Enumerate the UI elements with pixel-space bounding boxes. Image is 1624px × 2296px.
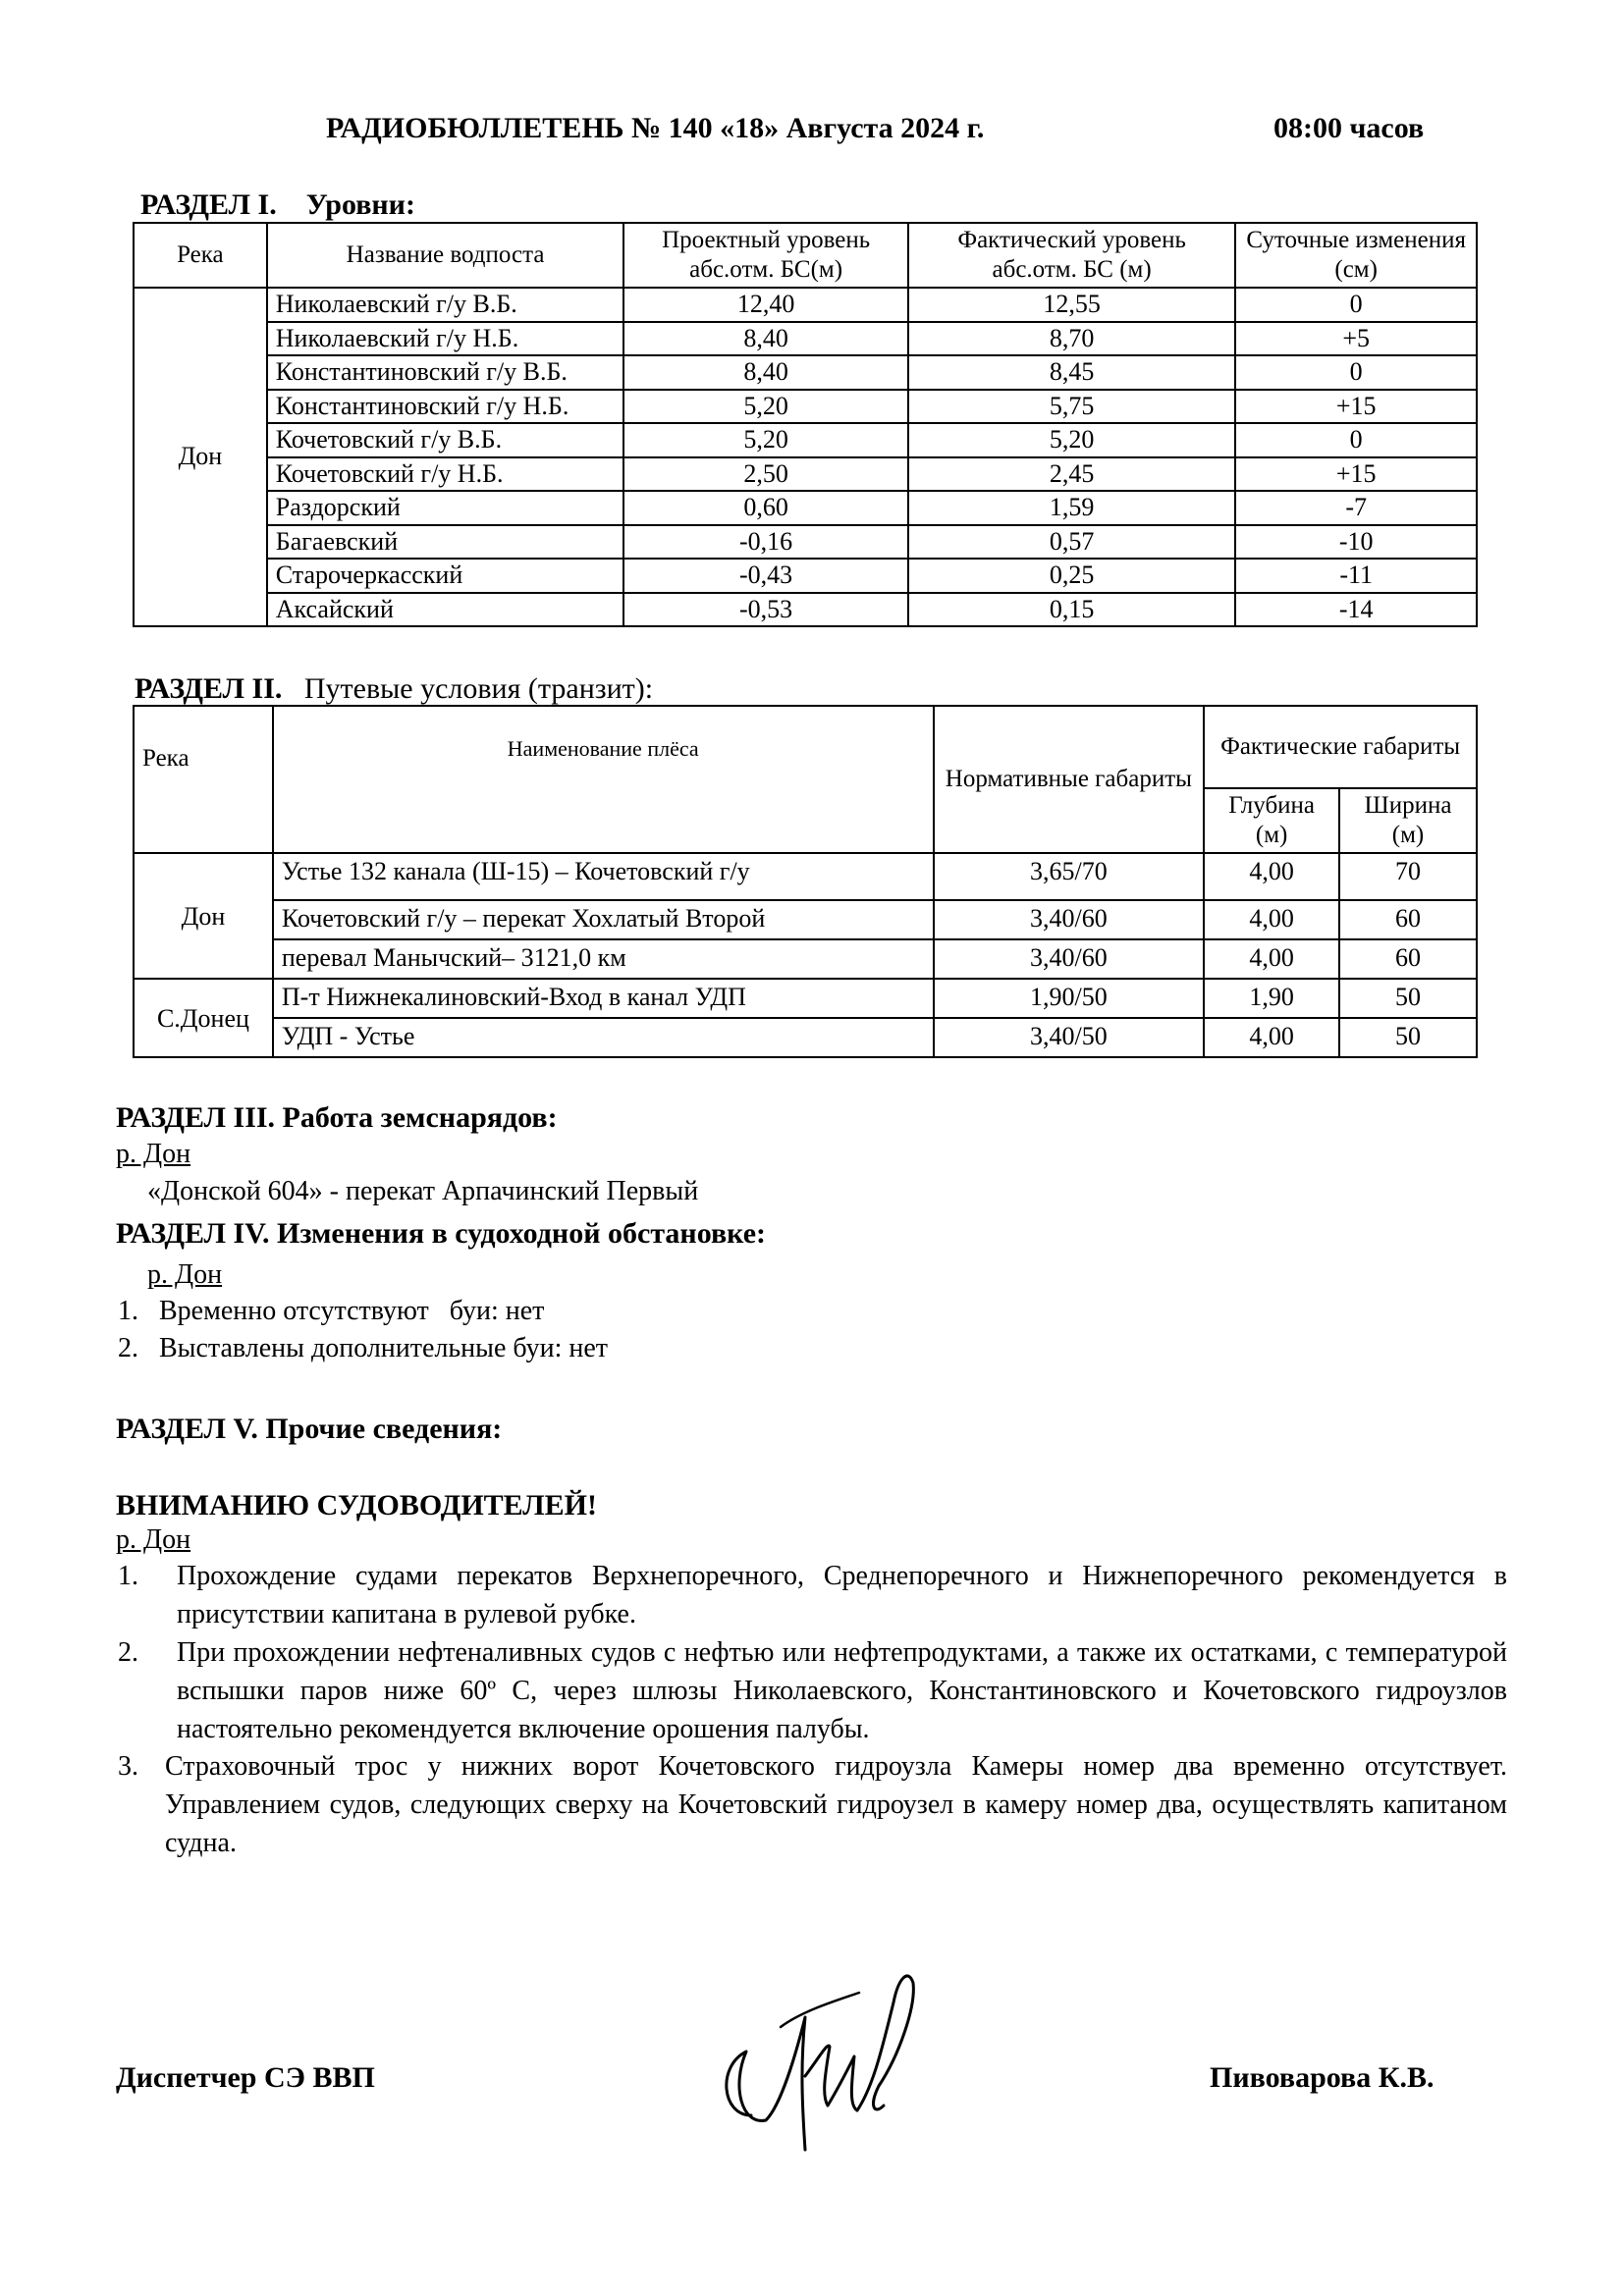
levels-row	[134, 390, 1477, 424]
transit-cell-reach: Кочетовский г/у – перекат Хохлатый Второй	[273, 900, 934, 939]
transit-row	[134, 900, 1477, 939]
levels-cell-design: 0,60	[623, 491, 908, 525]
transit-cell-normative: 3,40/50	[934, 1018, 1205, 1057]
transit-cell-reach: Устье 132 канала (Ш-15) – Кочетовский г/у	[273, 853, 934, 900]
levels-cell-change: +5	[1235, 322, 1477, 356]
section-2-number: РАЗДЕЛ II.	[135, 672, 283, 705]
transit-cell-depth: 4,00	[1204, 853, 1339, 900]
transit-cell-width: 50	[1339, 979, 1477, 1018]
transit-col-normative: Нормативные габариты	[934, 706, 1205, 853]
levels-cell-change: +15	[1235, 457, 1477, 492]
transit-cell-width: 60	[1339, 939, 1477, 979]
bulletin-time: 08:00 часов	[1273, 112, 1425, 144]
dispatcher-name: Пивоварова К.В.	[1210, 2061, 1435, 2094]
notice-item-1-text: Прохождение судами перекатов Верхнепоречного, Среднепоречного и Нижнепоречного рекомендуется в присутствии капитана в рулевой рубке.	[177, 1561, 1507, 1629]
notice-river: р. Дон	[116, 1524, 191, 1555]
section-4-item-2	[118, 1331, 608, 1365]
transit-col-actual: Фактические габариты	[1204, 706, 1477, 788]
levels-cell-change: +15	[1235, 390, 1477, 424]
transit-cell-width: 60	[1339, 900, 1477, 939]
section-4-item-1-number: 1.	[118, 1296, 138, 1326]
section-4-river: р. Дон	[147, 1259, 223, 1290]
levels-cell-design: 2,50	[623, 457, 908, 492]
transit-cell-width: 50	[1339, 1018, 1477, 1057]
section-1-title	[140, 187, 415, 224]
levels-col-river: Река	[134, 223, 267, 288]
transit-river-cell: Дон	[134, 853, 273, 979]
transit-cell-reach: перевал Манычский– 3121,0 км	[273, 939, 934, 979]
levels-row	[134, 491, 1477, 525]
section-3-title: РАЗДЕЛ III. Работа земснарядов:	[116, 1101, 558, 1134]
levels-cell-change: 0	[1235, 423, 1477, 457]
levels-row	[134, 322, 1477, 356]
signature-image	[712, 1949, 947, 2169]
transit-cell-depth: 4,00	[1204, 900, 1339, 939]
notice-item-1	[118, 1557, 1561, 1633]
section-4-item-2-number: 2.	[118, 1333, 138, 1363]
transit-cell-depth: 4,00	[1204, 1018, 1339, 1057]
transit-row	[134, 979, 1477, 1018]
transit-row	[134, 1018, 1477, 1057]
levels-cell-actual: 5,75	[908, 390, 1235, 424]
levels-cell-design: 8,40	[623, 322, 908, 356]
transit-cell-depth: 4,00	[1204, 939, 1339, 979]
levels-cell-actual: 12,55	[908, 288, 1235, 322]
levels-cell-change: 0	[1235, 355, 1477, 390]
levels-row	[134, 457, 1477, 492]
section-4-item-1-text: Временно отсутствуют буи: нет	[159, 1296, 545, 1326]
levels-cell-actual: 5,20	[908, 423, 1235, 457]
notice-item-1-number: 1.	[118, 1561, 138, 1591]
notice-title: ВНИМАНИЮ СУДОВОДИТЕЛЕЙ!	[116, 1489, 597, 1522]
levels-cell-actual: 0,57	[908, 525, 1235, 560]
transit-river-cell: С.Донец	[134, 979, 273, 1057]
transit-cell-reach: П-т Нижнекалиновский-Вход в канал УДП	[273, 979, 934, 1018]
levels-cell-actual: 1,59	[908, 491, 1235, 525]
transit-table	[133, 705, 1478, 1058]
transit-col-depth: Глубина (м)	[1204, 788, 1339, 853]
notice-item-2-number: 2.	[118, 1637, 138, 1668]
levels-cell-station: Старочеркасский	[267, 559, 624, 593]
dispatcher-position: Диспетчер СЭ ВВП	[116, 2061, 375, 2094]
levels-cell-design: 8,40	[623, 355, 908, 390]
levels-cell-station: Аксайский	[267, 593, 624, 627]
levels-col-design: Проектный уровень абс.отм. БС(м)	[623, 223, 908, 288]
transit-cell-normative: 3,65/70	[934, 853, 1205, 900]
levels-cell-station: Раздорский	[267, 491, 624, 525]
levels-cell-design: -0,53	[623, 593, 908, 627]
levels-cell-design: 5,20	[623, 390, 908, 424]
transit-row	[134, 853, 1477, 900]
levels-col-station: Название водпоста	[267, 223, 624, 288]
levels-table	[133, 222, 1478, 627]
notice-item-3-text: Страховочный трос у нижних ворот Кочетовского гидроузла Камеры номер два временно отсутствует. Управлением судов, следующих сверху на Кочетовский гидроузел в камеру номер два, осуществлять капитаном судна.	[165, 1751, 1507, 1858]
section-4-item-2-text: Выставлены дополнительные буи: нет	[159, 1333, 608, 1363]
section-3-item: «Донской 604» - перекат Арпачинский Первый	[147, 1176, 699, 1206]
notice-item-3	[118, 1747, 1561, 1862]
notice-item-2	[118, 1633, 1561, 1748]
levels-cell-station: Константиновский г/у Н.Б.	[267, 390, 624, 424]
levels-col-actual: Фактический уровень абс.отм. БС (м)	[908, 223, 1235, 288]
section-2-heading: Путевые условия (транзит):	[303, 672, 654, 705]
levels-row	[134, 288, 1477, 322]
levels-row	[134, 423, 1477, 457]
transit-cell-normative: 1,90/50	[934, 979, 1205, 1018]
levels-cell-design: 12,40	[623, 288, 908, 322]
levels-cell-actual: 0,15	[908, 593, 1235, 627]
levels-cell-design: -0,43	[623, 559, 908, 593]
transit-cell-depth: 1,90	[1204, 979, 1339, 1018]
levels-cell-actual: 0,25	[908, 559, 1235, 593]
section-1-heading: Уровни:	[305, 188, 415, 221]
levels-col-change: Суточные изменения (см)	[1235, 223, 1477, 288]
section-1-number: РАЗДЕЛ I.	[140, 188, 277, 221]
bulletin-title: РАДИОБЮЛЛЕТЕНЬ № 140 «18» Августа 2024 г.	[326, 112, 985, 144]
levels-row	[134, 525, 1477, 560]
transit-col-reach: Наименование плёса	[273, 706, 934, 853]
section-2-title	[135, 670, 653, 708]
transit-col-width: Ширина (м)	[1339, 788, 1477, 853]
levels-cell-actual: 8,70	[908, 322, 1235, 356]
levels-cell-change: -10	[1235, 525, 1477, 560]
notice-item-2-text: При прохождении нефтеналивных судов с нефтью или нефтепродуктами, а также их остатками, с температурой вспышки паров ниже 60º С, через шлюзы Николаевского, Константиновского и Кочетовского гидроузлов настоятельно рекомендуется включение орошения палубы.	[177, 1637, 1507, 1744]
section-5-title: РАЗДЕЛ V. Прочие сведения:	[116, 1413, 503, 1445]
transit-col-river: Река	[134, 706, 273, 853]
levels-cell-station: Кочетовский г/у В.Б.	[267, 423, 624, 457]
levels-cell-change: -7	[1235, 491, 1477, 525]
section-3-river: р. Дон	[116, 1139, 191, 1169]
levels-row	[134, 593, 1477, 627]
levels-row	[134, 559, 1477, 593]
levels-cell-design: 5,20	[623, 423, 908, 457]
transit-row	[134, 939, 1477, 979]
levels-cell-change: -11	[1235, 559, 1477, 593]
section-4-title: РАЗДЕЛ IV. Изменения в судоходной обстановке:	[116, 1217, 767, 1250]
levels-cell-station: Николаевский г/у Н.Б.	[267, 322, 624, 356]
transit-cell-width: 70	[1339, 853, 1477, 900]
levels-cell-change: -14	[1235, 593, 1477, 627]
levels-row	[134, 355, 1477, 390]
levels-cell-design: -0,16	[623, 525, 908, 560]
levels-river-cell: Дон	[134, 288, 267, 626]
notice-item-3-number: 3.	[118, 1751, 138, 1782]
levels-cell-actual: 2,45	[908, 457, 1235, 492]
levels-cell-actual: 8,45	[908, 355, 1235, 390]
transit-cell-reach: УДП - Устье	[273, 1018, 934, 1057]
levels-cell-station: Николаевский г/у В.Б.	[267, 288, 624, 322]
levels-cell-change: 0	[1235, 288, 1477, 322]
levels-cell-station: Багаевский	[267, 525, 624, 560]
transit-cell-normative: 3,40/60	[934, 900, 1205, 939]
levels-cell-station: Кочетовский г/у Н.Б.	[267, 457, 624, 492]
section-4-item-1	[118, 1294, 544, 1328]
levels-cell-station: Константиновский г/у В.Б.	[267, 355, 624, 390]
transit-cell-normative: 3,40/60	[934, 939, 1205, 979]
